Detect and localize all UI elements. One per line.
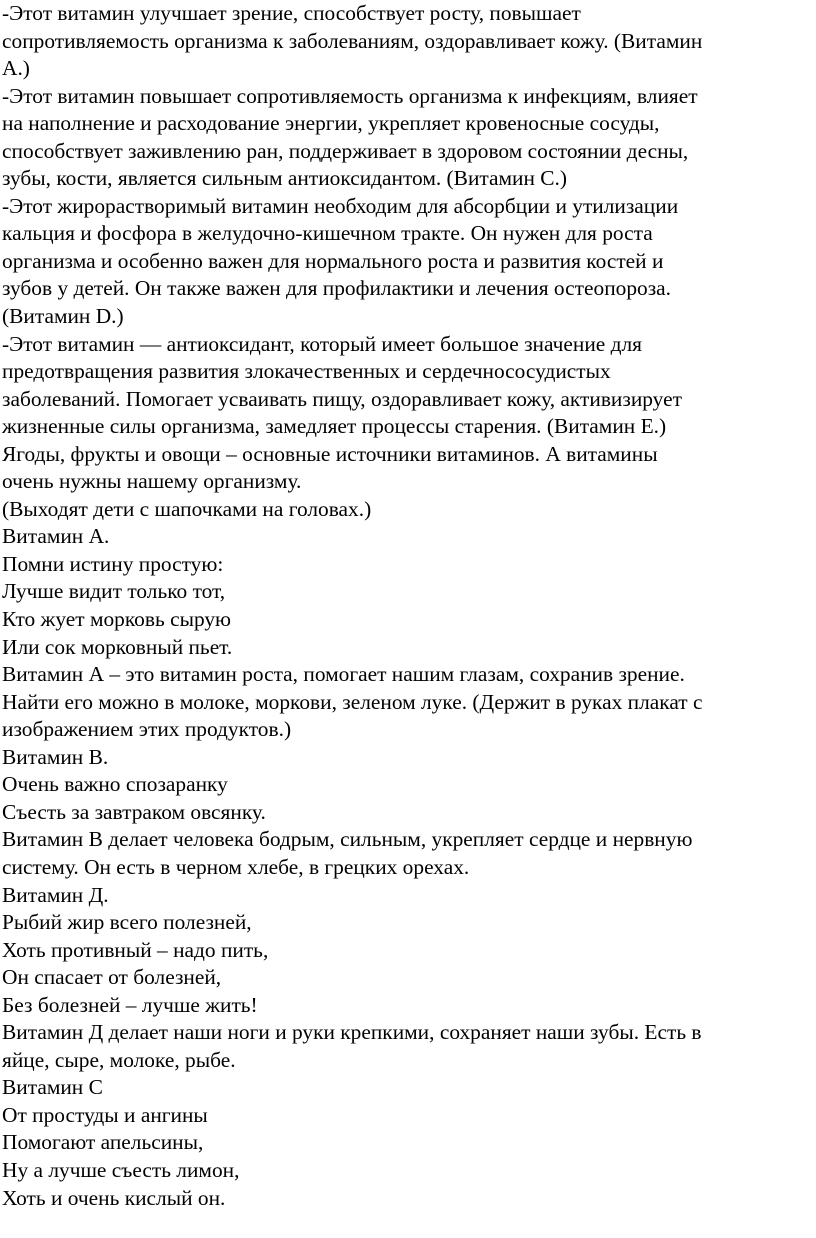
text-line: изображением этих продуктов.) (2, 717, 292, 742)
text-line: заболеваний. Помогает усваивать пищу, оздоравливает кожу, активизирует (2, 386, 682, 411)
text-line: Лучше видит только тот, (2, 579, 226, 604)
text-line: Помогают апельсины, (2, 1130, 204, 1155)
text-line: Помни истину простую: (2, 551, 224, 576)
text-line: -Этот жирорастворимый витамин необходим для абсорбции и утилизации (2, 193, 679, 218)
text-line: Витамин С (2, 1075, 103, 1100)
text-line: Витамин А – это витамин роста, помогает нашим глазам, сохранив зрение. (2, 662, 685, 687)
text-line: Витамин В. (2, 744, 109, 769)
text-line: очень нужны нашему организму. (2, 469, 302, 494)
text-line: -Этот витамин — антиоксидант, который имеет большое значение для (2, 331, 643, 356)
text-line: Рыбий жир всего полезней, (2, 910, 252, 935)
text-line: предотвращения развития злокачественных и сердечнососудистых (2, 359, 611, 384)
text-line: организма и особенно важен для нормального роста и развития костей и (2, 248, 664, 273)
text-line: Кто жует морковь сырую (2, 607, 232, 632)
text-line: яйце, сыре, молоке, рыбе. (2, 1047, 236, 1072)
text-line: Витамин В делает человека бодрым, сильным, укрепляет сердце и нервную (2, 827, 693, 852)
text-line: способствует заживлению ран, поддерживает в здоровом состоянии десны, (2, 138, 689, 163)
text-line: кальция и фосфора в желудочно-кишечном тракте. Он нужен для роста (2, 221, 653, 246)
text-line: сопротивляемость организма к заболеваниям, оздоравливает кожу. (Витамин (2, 28, 703, 53)
text-line: Витамин Д делает наши ноги и руки крепкими, сохраняет наши зубы. Есть в (2, 1020, 702, 1045)
text-line: на наполнение и расходование энергии, укрепляет кровеносные сосуды, (2, 111, 660, 136)
text-line: Очень важно спозаранку (2, 772, 228, 797)
text-line: Ну а лучше съесть лимон, (2, 1157, 240, 1182)
text-line: (Выходят дети с шапочками на головах.) (2, 496, 372, 521)
text-line: Витамин А. (2, 524, 110, 549)
text-line: (Витамин D.) (2, 304, 124, 329)
text-line: А.) (2, 56, 30, 81)
text-line: зубов у детей. Он также важен для профилактики и лечения остеопороза. (2, 276, 672, 301)
text-line: От простуды и ангины (2, 1102, 208, 1127)
text-line: Хоть и очень кислый он. (2, 1185, 226, 1210)
text-line: Без болезней – лучше жить! (2, 992, 258, 1017)
text-line: Он спасает от болезней, (2, 965, 222, 990)
text-line: -Этот витамин улучшает зрение, способствует росту, повышает (2, 1, 581, 25)
text-line: Съесть за завтраком овсянку. (2, 799, 266, 824)
text-line: жизненные силы организма, замедляет процессы старения. (Витамин Е.) (2, 414, 667, 439)
text-line: Витамин Д. (2, 882, 109, 907)
text-line: зубы, кости, является сильным антиоксидантом. (Витамин С.) (2, 166, 568, 191)
text-line: Или сок морковный пьет. (2, 634, 233, 659)
text-line: Хоть противный – надо пить, (2, 937, 269, 962)
text-line: Найти его можно в молоке, моркови, зеленом луке. (Держит в руках плакат с (2, 689, 703, 714)
text-line: -Этот витамин повышает сопротивляемость организма к инфекциям, влияет (2, 83, 698, 108)
text-line: систему. Он есть в черном хлебе, в грецких орехах. (2, 854, 470, 879)
text-line: Ягоды, фрукты и овощи – основные источники витаминов. А витамины (2, 441, 658, 466)
